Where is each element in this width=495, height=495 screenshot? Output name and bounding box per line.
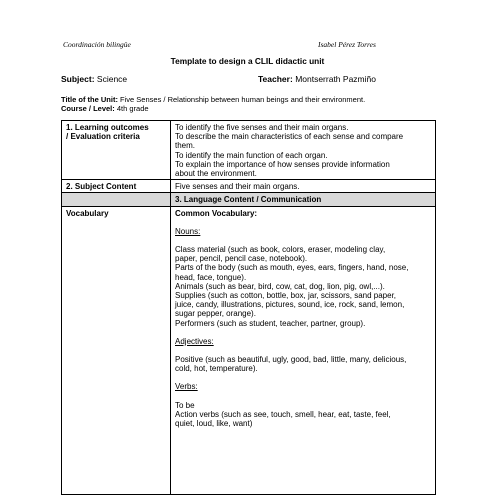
noun-line: Supplies (such as cotton, bottle, box, jar, scissors, sand paper, [175,291,397,301]
noun-line: juice, candy, illustrations, pictures, sound, ice, rock, sand, lemon, [175,300,405,310]
outcome-line: about the environment. [175,169,257,179]
common-vocabulary-title: Common Vocabulary: [175,208,258,218]
noun-line: Parts of the body (such as mouth, eyes, ears, fingers, hand, nose, [175,263,409,273]
vocabulary-row [62,206,436,494]
subject-content-value: Five senses and their main organs. [171,180,436,193]
learning-outcomes-label-line: / Evaluation criteria [66,132,140,142]
verbs-title: Verbs: [175,382,198,392]
noun-line: head, face, tongue). [175,272,247,282]
noun-line: Animals (such as bear, bird, cow, cat, dog, lion, pig, owl,...). [175,281,385,291]
teacher-label: Teacher: [258,74,293,84]
outcome-line: To identify the five senses and their main organs. [175,123,349,132]
noun-line: paper, pencil, pencil case, notebook). [175,254,308,264]
nouns-title: Nouns: [175,226,201,236]
noun-line: Performers (such as student, teacher, partner, group). [175,318,366,328]
header-left-text: Coordinación bilingüe [63,40,131,49]
unit-title-label: Title of the Unit: [61,95,118,104]
learning-outcomes-content [171,121,436,180]
document-title: Template to design a CLIL didactic unit [170,56,325,66]
subject-content-row [62,180,436,193]
outcome-line: To identify the main function of each organ. [175,150,328,160]
course-label: Course / Level: [61,104,115,113]
language-content-row [62,193,436,206]
teacher-line [258,74,376,84]
verb-line: To be [175,400,195,410]
outcome-line: To describe the main characteristics of each sense and compare [175,132,404,142]
outcome-line: To explain the importance of how senses provide information [175,159,390,169]
vocabulary-content [171,206,436,494]
unit-title-line [61,95,365,104]
noun-line: Class material (such as book, colors, eraser, modeling clay, [175,245,386,255]
course-value: 4th grade [116,104,149,113]
verb-line: quiet, loud, like, want) [175,419,253,429]
noun-line: sugar pepper, orange). [175,309,256,319]
adjective-line: Positive (such as beautiful, ugly, good, bad, little, many, delicious, [175,355,407,365]
teacher-value: Montserrath Pazmiño [295,74,376,84]
outcome-line: them. [175,141,196,151]
adjectives-title: Adjectives: [175,336,214,346]
subject-content-label: 2. Subject Content [62,180,171,193]
verb-line: Action verbs (such as see, touch, smell, hear, eat, taste, feel, [175,409,391,419]
subject-label: Subject: [61,74,95,84]
adjective-line: cold, hot, temperature). [175,364,258,374]
learning-outcomes-label-line: 1. Learning outcomes [66,123,149,132]
unit-title-value: Five Senses / Relationship between human beings and their environment. [120,95,366,104]
header-right-text: Isabel Pérez Torres [318,40,376,49]
learning-outcomes-label [62,121,171,180]
unit-table [61,120,436,495]
language-content-blank-cell [62,193,171,206]
subject-line [61,74,127,84]
language-content-heading: 3. Language Content / Communication [171,193,436,206]
learning-outcomes-row [62,121,436,180]
subject-value: Science [96,74,128,84]
vocabulary-label: Vocabulary [62,206,171,494]
course-line [61,104,149,113]
